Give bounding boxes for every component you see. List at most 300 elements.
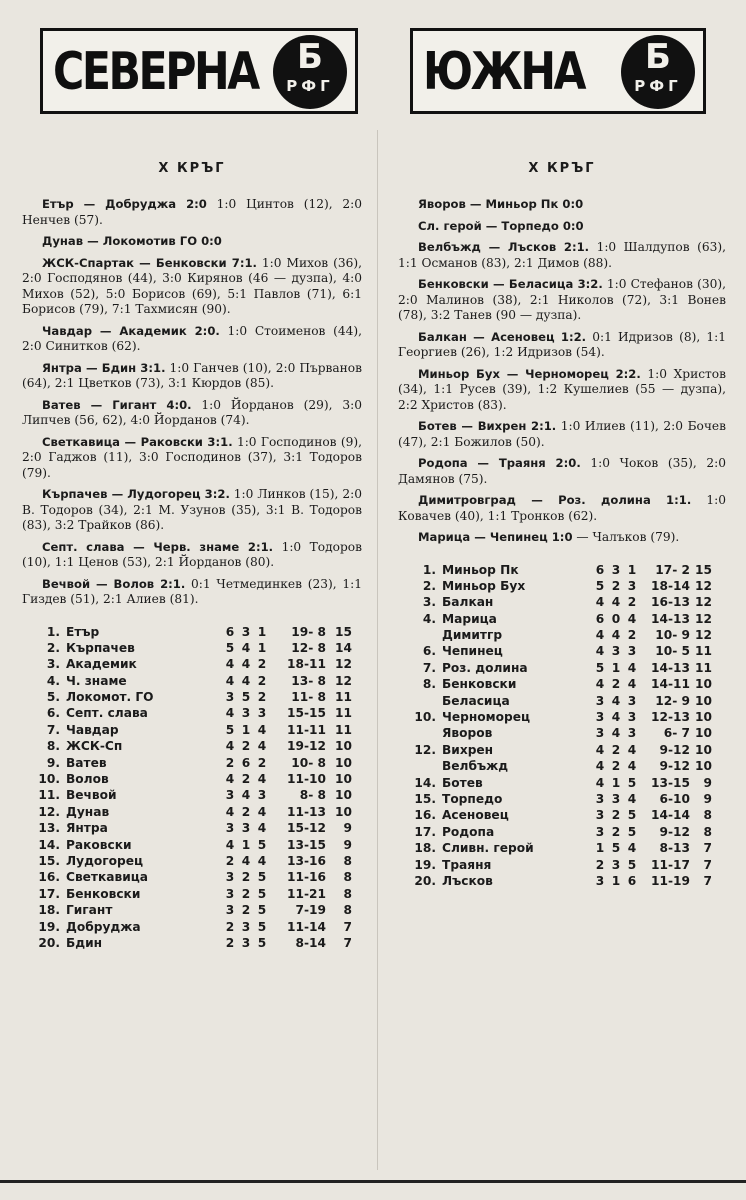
standings-losses: 4: [257, 821, 267, 836]
standings-row: [398, 857, 726, 873]
standings-draws: 4: [611, 628, 621, 643]
standings-points: 11: [335, 722, 352, 737]
standings-wins: 3: [595, 726, 605, 741]
standings-position: 12.: [414, 742, 436, 757]
standings-wins: 2: [595, 857, 605, 872]
standings-goals: 10- 8: [291, 755, 326, 770]
match-report: [398, 330, 726, 361]
standings-points: 11: [335, 690, 352, 705]
match-report: [22, 197, 362, 228]
standings-team: Янтра: [66, 821, 108, 836]
standings-points: 7: [343, 919, 352, 934]
standings-draws: 4: [611, 710, 621, 725]
standings-goals: 10- 9: [655, 628, 690, 643]
standings-goals: 9-12: [659, 759, 690, 774]
standings-position: 7.: [422, 660, 436, 675]
standings-row: [398, 676, 726, 692]
standings-losses: 2: [257, 657, 267, 672]
match-report: [398, 240, 726, 271]
standings-row: [398, 594, 726, 610]
standings-points: 8: [343, 886, 352, 901]
north-column: [22, 0, 362, 951]
standings-goals: 14-13: [651, 660, 690, 675]
standings-wins: 3: [595, 824, 605, 839]
standings-points: 15: [695, 562, 712, 577]
match-scorers: 1:0 Господинов (9), 2:0 Гаджов (11), 3:0 Господинов (37), 3:1 Тодоров (79).: [22, 434, 362, 480]
standings-goals: 6- 7: [663, 726, 690, 741]
south-games: [398, 197, 726, 546]
standings-team: Академик: [66, 657, 137, 672]
standings-row: [22, 902, 362, 918]
standings-goals: 14-11: [651, 677, 690, 692]
standings-team: Бенковски: [66, 886, 141, 901]
standings-points: 8: [343, 853, 352, 868]
standings-position: 5.: [46, 690, 60, 705]
standings-row: [22, 837, 362, 853]
standings-draws: 3: [241, 706, 251, 721]
standings-position: 20.: [414, 873, 436, 888]
match-result: Димитровград — Роз. долина 1:1.: [418, 493, 692, 507]
standings-position: 4.: [422, 611, 436, 626]
standings-position: 1.: [46, 624, 60, 639]
match-report: [22, 540, 362, 571]
standings-team: Чавдар: [66, 722, 119, 737]
standings-row: [398, 627, 726, 643]
standings-position: 4.: [46, 673, 60, 688]
standings-draws: 3: [611, 644, 621, 659]
standings-position: 2.: [422, 578, 436, 593]
standings-team: Марица: [442, 611, 497, 626]
standings-wins: 5: [225, 640, 235, 655]
standings-draws: 1: [611, 873, 621, 888]
standings-points: 11: [335, 706, 352, 721]
column-divider: [377, 130, 378, 1170]
standings-row: [398, 643, 726, 659]
standings-position: 20.: [38, 935, 60, 950]
standings-row: [22, 935, 362, 951]
standings-team: Ботев: [442, 775, 483, 790]
standings-draws: 2: [611, 808, 621, 823]
standings-wins: 4: [225, 673, 235, 688]
standings-losses: 2: [257, 673, 267, 688]
match-scorers: 1:0 Стефанов (30), 2:0 Малинов (38), 2:1 Николов (72), 3:1 Вонев (78), 3:2 Танев (90 — дузпа).: [398, 277, 726, 322]
standings-position: 10.: [38, 772, 60, 787]
standings-wins: 6: [595, 562, 605, 577]
standings-team: Локомот. ГО: [66, 690, 154, 705]
standings-goals: 11-14: [287, 919, 326, 934]
standings-losses: 5: [257, 837, 267, 852]
standings-row: [398, 742, 726, 758]
standings-points: 12: [335, 657, 352, 672]
match-result: Балкан — Асеновец 1:2.: [418, 329, 587, 344]
standings-wins: 4: [595, 677, 605, 692]
standings-wins: 1: [595, 841, 605, 856]
standings-wins: 5: [225, 722, 235, 737]
standings-goals: 12- 9: [655, 693, 690, 708]
standings-team: Димитгр: [442, 628, 503, 643]
standings-losses: 5: [257, 919, 267, 934]
standings-points: 8: [703, 808, 712, 823]
match-scorers: 1:0 Христов (34), 1:1 Русев (39), 1:2 Кушелиев (55 — дузпа), 2:2 Христов (83).: [398, 366, 726, 412]
standings-row: [22, 673, 362, 689]
match-report: [398, 367, 726, 414]
match-result: Родопа — Траяня 2:0.: [418, 456, 581, 470]
standings-draws: 1: [611, 660, 621, 675]
bfs-logo: Б РФГ: [273, 35, 347, 109]
standings-goals: 12- 8: [291, 640, 326, 655]
standings-points: 10: [695, 742, 712, 757]
standings-row: [22, 755, 362, 771]
standings-draws: 3: [611, 857, 621, 872]
standings-row: [398, 660, 726, 676]
match-result: Ботев — Вихрен 2:1.: [418, 419, 557, 433]
standings-team: Лъсков: [442, 873, 493, 888]
standings-points: 10: [695, 710, 712, 725]
standings-points: 10: [335, 804, 352, 819]
standings-goals: 11-16: [287, 870, 326, 885]
standings-goals: 18-11: [287, 657, 326, 672]
match-scorers: 1:0 Чоков (35), 2:0 Дамянов (75).: [398, 456, 726, 486]
standings-draws: 4: [241, 673, 251, 688]
standings-losses: 2: [257, 690, 267, 705]
north-games: [22, 197, 362, 608]
match-scorers: 1:0 Ковачев (40), 1:1 Тронков (62).: [398, 493, 726, 523]
standings-goals: 11-13: [287, 804, 326, 819]
standings-row: [398, 709, 726, 725]
standings-points: 15: [335, 624, 352, 639]
standings-goals: 13-15: [651, 775, 690, 790]
standings-position: 10.: [414, 710, 436, 725]
match-report: [22, 435, 362, 482]
standings-goals: 19- 8: [291, 624, 326, 639]
match-result: Бенковски — Беласица 3:2.: [418, 277, 603, 291]
standings-team: Вихрен: [442, 742, 494, 757]
standings-team: Бенковски: [442, 677, 517, 692]
match-report: [398, 419, 726, 450]
standings-row: [398, 578, 726, 594]
standings-losses: 4: [257, 739, 267, 754]
standings-goals: 19-12: [287, 739, 326, 754]
standings-wins: 4: [595, 595, 605, 610]
south-column: [398, 0, 726, 889]
standings-points: 14: [335, 640, 352, 655]
standings-goals: 9-12: [659, 742, 690, 757]
match-scorers: 1:0 Илиев (11), 2:0 Бочев (47), 2:1 Божилов (50).: [398, 419, 726, 449]
standings-losses: 2: [627, 595, 637, 610]
standings-goals: 8- 8: [299, 788, 326, 803]
standings-team: Дунав: [66, 804, 110, 819]
standings-team: Балкан: [442, 595, 494, 610]
standings-wins: 3: [595, 808, 605, 823]
standings-points: 12: [695, 578, 712, 593]
standings-wins: 4: [595, 644, 605, 659]
standings-team: Сливн. герой: [442, 841, 534, 856]
standings-points: 10: [335, 755, 352, 770]
standings-goals: 13-16: [287, 853, 326, 868]
match-report: [22, 324, 362, 355]
standings-losses: 5: [627, 857, 637, 872]
standings-goals: 17- 2: [655, 562, 690, 577]
standings-points: 7: [703, 857, 712, 872]
standings-losses: 5: [257, 886, 267, 901]
standings-losses: 4: [627, 759, 637, 774]
standings-team: Миньор Бух: [442, 578, 526, 593]
standings-wins: 2: [225, 919, 235, 934]
standings-draws: 4: [611, 693, 621, 708]
standings-wins: 4: [225, 706, 235, 721]
match-scorers: — Чалъков (79).: [572, 530, 680, 544]
standings-draws: 2: [241, 772, 251, 787]
standings-goals: 15-15: [287, 706, 326, 721]
standings-losses: 4: [627, 742, 637, 757]
standings-wins: 6: [225, 624, 235, 639]
standings-wins: 3: [225, 870, 235, 885]
match-report: [22, 256, 362, 318]
standings-row: [22, 853, 362, 869]
standings-team: Беласица: [442, 693, 510, 708]
standings-team: Торпедо: [442, 791, 503, 806]
standings-wins: 4: [225, 804, 235, 819]
standings-team: Роз. долина: [442, 660, 528, 675]
standings-goals: 11-19: [651, 873, 690, 888]
standings-goals: 6-10: [659, 791, 690, 806]
standings-team: Волов: [66, 772, 109, 787]
standings-losses: 5: [257, 903, 267, 918]
standings-row: [398, 562, 726, 578]
standings-points: 12: [695, 628, 712, 643]
standings-draws: 2: [241, 739, 251, 754]
standings-team: Миньор Пк: [442, 562, 519, 577]
match-report: [398, 493, 726, 524]
standings-draws: 4: [241, 853, 251, 868]
standings-points: 7: [703, 841, 712, 856]
south-standings: [398, 562, 726, 890]
standings-row: [22, 771, 362, 787]
match-result: Чавдар — Академик 2:0.: [42, 323, 220, 338]
standings-points: 11: [695, 660, 712, 675]
standings-team: Черноморец: [442, 710, 530, 725]
standings-wins: 3: [225, 886, 235, 901]
standings-team: Траяня: [442, 857, 492, 872]
standings-row: [22, 787, 362, 803]
standings-position: 11.: [38, 788, 60, 803]
standings-goals: 12-13: [651, 710, 690, 725]
match-result: Септ. слава — Черв. знаме 2:1.: [42, 539, 274, 554]
standings-row: [398, 807, 726, 823]
standings-team: Велбъжд: [442, 759, 509, 774]
standings-draws: 4: [241, 640, 251, 655]
standings-team: Ч. знаме: [66, 673, 127, 688]
match-scorers: 1:0 Ганчев (10), 2:0 Първанов (64), 2:1 Цветков (73), 3:1 Кюрдов (85).: [22, 360, 362, 390]
standings-row: [22, 804, 362, 820]
standings-losses: 5: [627, 808, 637, 823]
standings-position: 19.: [414, 857, 436, 872]
standings-team: Септ. слава: [66, 706, 148, 721]
standings-goals: 8-13: [659, 841, 690, 856]
match-result: Велбъжд — Лъсков 2:1.: [418, 240, 590, 254]
standings-losses: 4: [627, 677, 637, 692]
north-title: СЕВЕРНА: [53, 42, 258, 102]
match-result: Марица — Чепинец 1:0: [418, 530, 573, 544]
standings-losses: 4: [627, 611, 637, 626]
standings-team: Етър: [66, 624, 100, 639]
match-result: Кърпачев — Лудогорец 3:2.: [42, 487, 230, 501]
standings-losses: 5: [257, 870, 267, 885]
standings-position: 8.: [46, 739, 60, 754]
standings-position: 15.: [38, 853, 60, 868]
standings-goals: 11-21: [287, 886, 326, 901]
standings-position: [398, 758, 442, 774]
standings-team: Ватев: [66, 755, 107, 770]
standings-points: 10: [335, 772, 352, 787]
standings-goals: 16-13: [651, 595, 690, 610]
standings-team: Вечвой: [66, 788, 117, 803]
standings-row: [22, 689, 362, 705]
standings-points: 12: [695, 595, 712, 610]
standings-team: Светкавица: [66, 870, 148, 885]
standings-row: [398, 791, 726, 807]
standings-draws: 4: [611, 595, 621, 610]
standings-losses: 1: [257, 624, 267, 639]
standings-row: [398, 775, 726, 791]
standings-losses: 4: [627, 660, 637, 675]
standings-points: 8: [343, 903, 352, 918]
standings-position: 3.: [46, 657, 60, 672]
standings-wins: 3: [595, 693, 605, 708]
standings-wins: 4: [225, 772, 235, 787]
standings-team: Асеновец: [442, 808, 509, 823]
standings-position: 3.: [422, 595, 436, 610]
match-result: Дунав — Локомотив ГО 0:0: [42, 234, 222, 248]
match-report: [22, 234, 362, 250]
standings-row: [398, 611, 726, 627]
standings-points: 9: [703, 791, 712, 806]
standings-row: [22, 705, 362, 721]
standings-row: [398, 824, 726, 840]
standings-wins: 4: [225, 739, 235, 754]
standings-points: 10: [695, 693, 712, 708]
match-scorers: 1:0 Линков (15), 2:0 В. Тодоров (34), 2:1 М. Узунов (35), 3:1 В. Тодоров (83), 3:2 Трайков (86).: [22, 487, 362, 532]
match-result: Янтра — Бдин 3:1.: [42, 360, 166, 375]
standings-row: [398, 758, 726, 774]
match-scorers: 1:0 Йорданов (29), 3:0 Липчев (56, 62), 4:0 Йорданов (74).: [22, 397, 362, 427]
standings-draws: 2: [241, 886, 251, 901]
standings-team: Добруджа: [66, 919, 141, 934]
standings-losses: 5: [257, 935, 267, 950]
standings-row: [22, 886, 362, 902]
match-scorers: 1:0 Цинтов (12), 2:0 Ненчев (57).: [22, 197, 363, 227]
standings-wins: 3: [225, 903, 235, 918]
standings-wins: 5: [595, 578, 605, 593]
match-report: [22, 577, 362, 608]
standings-goals: 15-12: [287, 821, 326, 836]
standings-position: 9.: [46, 755, 60, 770]
standings-points: 9: [343, 837, 352, 852]
standings-position: 8.: [422, 677, 436, 692]
standings-draws: 3: [241, 919, 251, 934]
standings-points: 7: [343, 935, 352, 950]
standings-position: 6.: [46, 706, 60, 721]
standings-row: [22, 656, 362, 672]
standings-team: Бдин: [66, 935, 103, 950]
standings-wins: 4: [595, 628, 605, 643]
standings-draws: 4: [611, 726, 621, 741]
standings-wins: 5: [595, 660, 605, 675]
standings-wins: 4: [595, 775, 605, 790]
standings-row: [398, 840, 726, 856]
standings-points: 10: [695, 677, 712, 692]
standings-row: [22, 820, 362, 836]
standings-losses: 4: [257, 804, 267, 819]
match-result: Светкавица — Раковски 3:1.: [42, 434, 233, 449]
standings-position: 2.: [46, 640, 60, 655]
match-report: [22, 487, 362, 534]
match-report: [398, 197, 726, 213]
standings-row: [22, 869, 362, 885]
match-scorers: 1:0 Шалдупов (63), 1:1 Османов (83), 2:1 Димов (88).: [398, 240, 726, 270]
match-scorers: 1:0 Тодоров (10), 1:1 Ценов (53), 2:1 Йорданов (80).: [22, 539, 362, 569]
match-result: Ватев — Гигант 4:0.: [42, 397, 192, 412]
standings-losses: 1: [627, 562, 637, 577]
standings-points: 8: [343, 870, 352, 885]
bottom-rule: [0, 1180, 746, 1183]
standings-draws: 6: [241, 755, 251, 770]
standings-position: 13.: [38, 821, 60, 836]
standings-goals: 11- 8: [291, 690, 326, 705]
standings-losses: 3: [627, 726, 637, 741]
standings-wins: 3: [595, 873, 605, 888]
standings-wins: 6: [595, 611, 605, 626]
standings-wins: 3: [225, 821, 235, 836]
match-result: ЖСК-Спартак — Бенковски 7:1.: [42, 255, 257, 270]
standings-position: 15.: [414, 791, 436, 806]
standings-points: 10: [335, 788, 352, 803]
standings-goals: 9-12: [659, 824, 690, 839]
standings-position: 18.: [414, 841, 436, 856]
standings-position: 14.: [38, 837, 60, 852]
standings-position: 17.: [38, 886, 60, 901]
standings-draws: 0: [611, 611, 621, 626]
standings-row: [22, 738, 362, 754]
standings-losses: 4: [627, 841, 637, 856]
standings-draws: 2: [241, 870, 251, 885]
standings-points: 9: [703, 775, 712, 790]
standings-wins: 4: [225, 657, 235, 672]
standings-draws: 2: [611, 824, 621, 839]
standings-goals: 11-10: [287, 772, 326, 787]
standings-goals: 8-14: [295, 935, 326, 950]
standings-row: [398, 693, 726, 709]
standings-losses: 3: [627, 578, 637, 593]
north-masthead: [40, 28, 358, 114]
standings-draws: 1: [241, 722, 251, 737]
standings-team: Раковски: [66, 837, 132, 852]
standings-team: Лудогорец: [66, 853, 144, 868]
standings-position: 16.: [414, 808, 436, 823]
standings-goals: 11-17: [651, 857, 690, 872]
standings-team: Кърпачев: [66, 640, 135, 655]
standings-points: 10: [695, 759, 712, 774]
bfs-logo: Б РФГ: [621, 35, 695, 109]
match-report: [398, 530, 726, 546]
standings-wins: 3: [225, 788, 235, 803]
standings-draws: 2: [241, 903, 251, 918]
standings-goals: 18-14: [651, 578, 690, 593]
south-title: ЮЖНА: [423, 42, 585, 102]
standings-wins: 3: [225, 690, 235, 705]
standings-losses: 4: [627, 791, 637, 806]
standings-position: 12.: [38, 804, 60, 819]
